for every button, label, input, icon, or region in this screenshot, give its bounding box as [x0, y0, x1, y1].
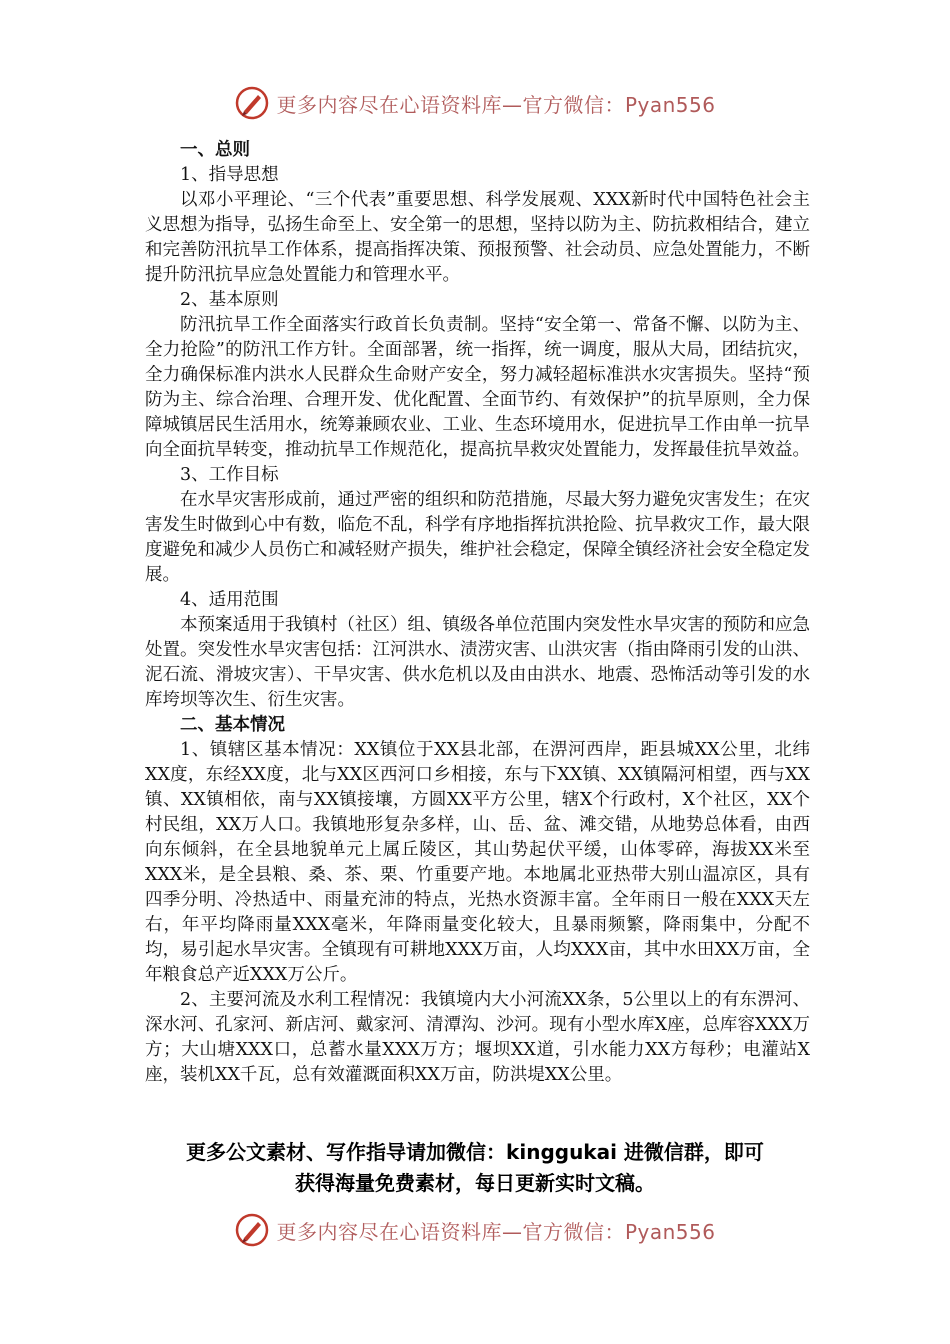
header-banner — [0, 78, 950, 128]
pen-logo-icon — [234, 1212, 270, 1248]
paragraph-town-situation: 1、镇辖区基本情况：XX镇位于XX县北部，在淠河西岸，距县城XX公里，北纬XX度，东经XX度，北与XX区西河口乡相接，东与下XX镇、XX镇隔河相望，西与XX镇、XX镇相依，南与XX镇接壤，方圆XX平方公里，辖X个行政村，X个社区，XX个村民组，XX万人口。我镇地形复杂多样，山、岳、盆、滩交错，从地势总体看，由西向东倾斜，在全县地貌单元上属丘陵区，其山势起伏平缓，山体零碎，海拔XX米至XXX米，是全县粮、桑、茶、栗、竹重要产地。本地属北亚热带大别山温凉区，具有四季分明、冷热适中、雨量充沛的特点，光热水资源丰富。全年雨日一般在XXX天左右，年平均降雨量XXX毫米，年降雨量变化较大，且暴雨频繁，降雨集中，分配不均，易引起水旱灾害。全镇现有可耕地XXX万亩，人均XXX亩，其中水田XX万亩，全年粮食总产近XXX万公斤。 — [145, 740, 810, 985]
promo-line-2: 获得海量免费素材，每日更新实时文稿。 — [295, 1171, 655, 1195]
document-body — [145, 138, 810, 1088]
section-heading-basic-situation: 二、基本情况 — [180, 715, 285, 735]
subheading-basic-principles: 2、基本原则 — [180, 290, 279, 310]
footer-banner — [0, 1205, 950, 1255]
footer-banner-text: 更多内容尽在心语资料库—官方微信：Pyan556 — [276, 1219, 716, 1244]
paragraph-rivers-water-works: 2、主要河流及水利工程情况：我镇境内大小河流XX条，5公里以上的有东淠河、深水河、孔家河、新店河、戴家河、清潭沟、沙河。现有小型水库X座，总库容XXX万方；大山塘XXX口，总蓄水量XXX万方；堰坝XX道，引水能力XX方每秒；电灌站X座，装机XX千瓦，总有效灌溉面积XX万亩，防洪堤XX公里。 — [145, 990, 810, 1085]
subheading-guiding-ideology: 1、指导思想 — [180, 165, 279, 185]
subheading-work-goals: 3、工作目标 — [180, 465, 279, 485]
paragraph-basic-principles: 防汛抗旱工作全面落实行政首长负责制。坚持“安全第一、常备不懈、以防为主、全力抢险”的防汛工作方针。全面部署，统一指挥，统一调度，服从大局，团结抗灾，全力确保标准内洪水人民群众生命财产安全，努力减轻超标准洪水灾害损失。坚持“预防为主、综合治理、合理开发、优化配置、全面节约、有效保护”的抗旱原则，全力保障城镇居民生活用水，统筹兼顾农业、工业、生态环境用水，促进抗旱工作由单一抗旱向全面抗旱转变，推动抗旱工作规范化，提高抗旱救灾处置能力，发挥最佳抗旱效益。 — [145, 315, 810, 460]
promo-line-1: 更多公文素材、写作指导请加微信：kinggukai 进微信群，即可 — [186, 1140, 764, 1164]
subheading-scope: 4、适用范围 — [180, 590, 279, 610]
paragraph-scope: 本预案适用于我镇村（社区）组、镇级各单位范围内突发性水旱灾害的预防和应急处置。突发性水旱灾害包括：江河洪水、渍涝灾害、山洪灾害（指由降雨引发的山洪、泥石流、滑坡灾害）、干旱灾害、供水危机以及由由洪水、地震、恐怖活动等引发的水库垮坝等次生、衍生灾害。 — [145, 615, 810, 710]
section-heading-general: 一、总则 — [180, 140, 250, 160]
pen-logo-icon — [234, 85, 270, 121]
paragraph-guiding-ideology: 以邓小平理论、“三个代表”重要思想、科学发展观、XXX新时代中国特色社会主义思想为指导，弘扬生命至上、安全第一的思想，坚持以防为主、防抗救相结合，建立和完善防汛抗旱工作体系，提高指挥决策、预报预警、社会动员、应急处置能力，不断提升防汛抗旱应急处置能力和管理水平。 — [145, 190, 810, 285]
promo-notice — [140, 1137, 810, 1199]
header-banner-text: 更多内容尽在心语资料库—官方微信：Pyan556 — [276, 92, 716, 117]
paragraph-work-goals: 在水旱灾害形成前，通过严密的组织和防范措施，尽最大努力避免灾害发生；在灾害发生时做到心中有数，临危不乱，科学有序地指挥抗洪抢险、抗旱救灾工作，最大限度避免和减少人员伤亡和减轻财产损失，维护社会稳定，保障全镇经济社会安全稳定发展。 — [145, 490, 810, 585]
